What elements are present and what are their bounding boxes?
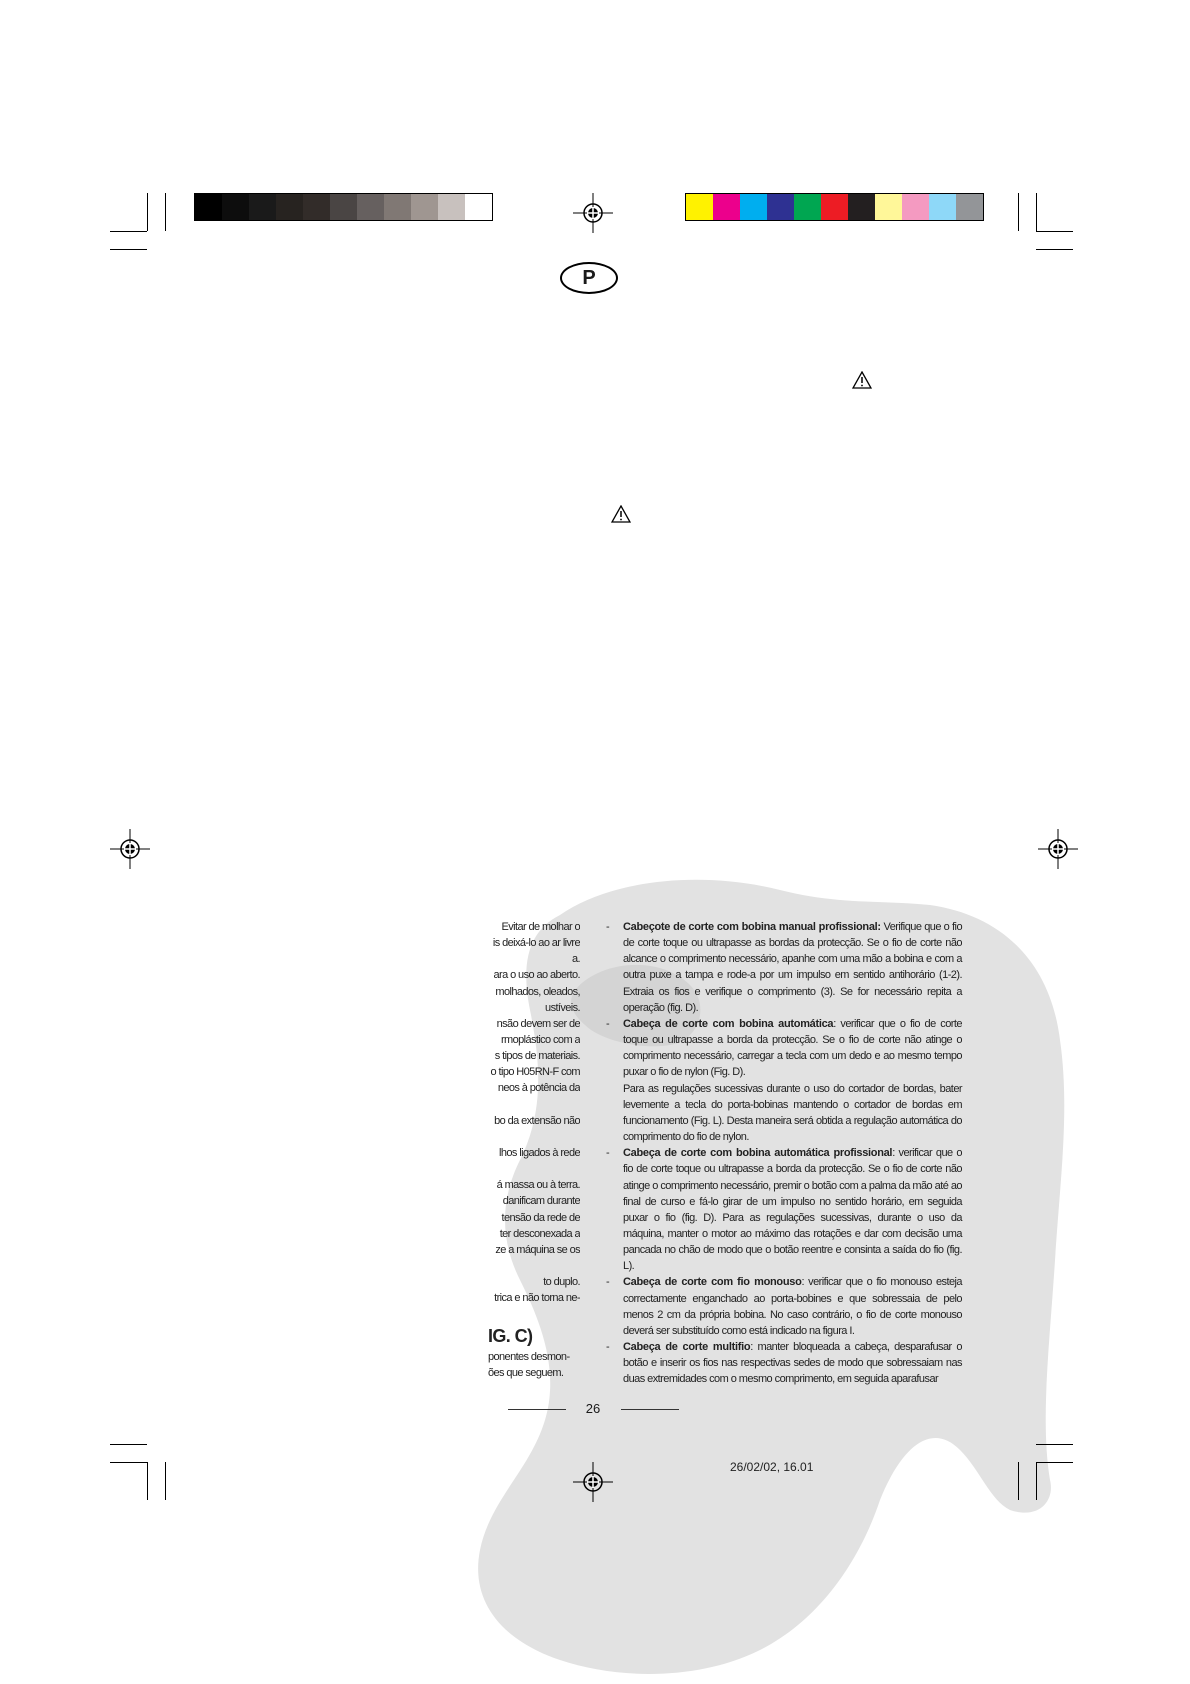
left-column-line [484, 1129, 580, 1145]
crop-mark [1036, 1462, 1073, 1463]
crop-mark [110, 231, 147, 232]
crop-mark [110, 249, 147, 250]
color-swatch [956, 194, 983, 220]
bullet-dash: - [606, 1017, 610, 1030]
color-swatch [875, 194, 902, 220]
process-color-bar [685, 193, 984, 221]
gray-swatch [465, 194, 492, 220]
color-swatch [929, 194, 956, 220]
bullet-title: Cabeça de corte multifio [623, 1341, 751, 1354]
bullet-item [606, 1274, 962, 1339]
bullet-title: Cabeçote de corte com bobina manual profissional: [623, 921, 881, 933]
left-text-column [484, 919, 580, 1381]
left-column-line: ponentes desmon- [488, 1350, 570, 1363]
bullet-dash: - [606, 1341, 610, 1354]
left-column-line: to duplo. [543, 1276, 580, 1289]
left-column-line: rmoplástico com a [500, 1033, 580, 1046]
crop-mark [1036, 231, 1073, 232]
bullet-text: : manter bloqueada a cabeça, desparafusar o botão e inserir os fios nas respectivas sedes de modo que sobressaiam nas duas extremidades com o mesmo comprimento, em seguida aparafusar [623, 1341, 962, 1386]
left-column-line: is deixá-lo ao ar livre [492, 937, 580, 950]
crop-mark [1018, 1462, 1019, 1500]
bullet-dash: - [606, 1147, 610, 1160]
gray-swatch [411, 194, 438, 220]
bullet-item [606, 1016, 962, 1081]
crop-mark [110, 1462, 147, 1463]
bullet-subparagraph: Para as regulações sucessivas durante o uso do cortador de bordas, bater levemente a tecla do porta-bobinas mantendo o cortador de bordas em funcionamento (Fig. L). Desta maneira será obtida a regulação automática do comprimento do fio de nylon. [623, 1082, 962, 1144]
gray-swatch [276, 194, 303, 220]
bullet-title: Cabeça de corte com bobina automática profissional [623, 1147, 893, 1160]
crop-mark [165, 193, 166, 231]
registration-mark-icon [573, 193, 613, 233]
bullet-text: : verificar que o fio de corte toque ou ultrapasse a borda da protecção. Se o fio de corte não atinge o comprimento necessário, premir o botão com a palma da mão até ao final de curso e fá-lo girar de um impulso no sentido horário, em seguida puxar o fio (fig. D). Para as regulações sucessivas, durante o uso da máquina, manter o motor ao máximo das rotações e dar com decisão uma pancada no chão de modo que o botão reentre e consinta a saída do fio (fig. L). [623, 1147, 962, 1273]
left-column-line: o tipo H05RN-F com [490, 1066, 580, 1079]
grayscale-color-bar [194, 193, 493, 221]
left-column-line: s tipos de materiais. [494, 1050, 580, 1063]
warning-icon [611, 505, 631, 523]
page-number-rule [621, 1409, 679, 1410]
left-column-line: trica e não torna ne- [494, 1292, 580, 1305]
color-swatch [713, 194, 740, 220]
left-column-line: a. [572, 953, 580, 966]
page-number-rule [508, 1409, 566, 1410]
bullet-text: : verificar que o fio de corte toque ou ultrapasse a borda da protecção. Se o fio de corte não atinge o comprimento necessário, carregar a tecla com um dedo e ao mesmo tempo puxar o fio de nylon (Fig. D). [623, 1017, 962, 1079]
crop-mark [165, 1462, 166, 1500]
gray-swatch [195, 194, 222, 220]
left-column-line [484, 1097, 580, 1113]
left-column-line: á massa ou à terra. [496, 1179, 580, 1192]
color-swatch [794, 194, 821, 220]
left-column-line: danificam durante [502, 1195, 580, 1208]
gray-swatch [438, 194, 465, 220]
left-column-line: neos à potência da [497, 1082, 580, 1095]
registration-mark-icon [1038, 829, 1078, 869]
left-column-line: molhados, oleados, [495, 985, 580, 998]
gray-swatch [330, 194, 357, 220]
color-swatch [848, 194, 875, 220]
left-column-line [484, 1161, 580, 1177]
crop-mark [1036, 1444, 1073, 1445]
bullet-dash: - [606, 921, 610, 933]
left-column-line: nsão devem ser de [496, 1017, 580, 1030]
color-swatch [821, 194, 848, 220]
gray-swatch [222, 194, 249, 220]
crop-mark [147, 193, 148, 231]
left-column-line: ões que seguem. [488, 1366, 564, 1379]
bullet-item [606, 1339, 962, 1387]
left-column-heading: IG. C) [488, 1325, 533, 1346]
left-column-line: ara o uso ao aberto. [493, 969, 580, 982]
bullet-item [606, 919, 962, 1016]
gray-swatch [249, 194, 276, 220]
bullet-item [606, 1145, 962, 1274]
registration-mark-icon [110, 829, 150, 869]
left-column-line: Evitar de molhar o [501, 921, 580, 933]
left-column-line: ustíveis. [545, 1001, 580, 1014]
language-badge: P [560, 262, 618, 294]
gray-swatch [303, 194, 330, 220]
page-number: 26 [585, 1401, 601, 1416]
color-swatch [686, 194, 713, 220]
bullet-text: Verifique que o fio de corte toque ou ultrapasse as bordas da protecção. Se o fio de corte não alcance o comprimento necessário, apanhe com uma mão a bobina e com a outra puxe a tampa e rode-a por um impulso em sentido antihorário (1-2). Extraia os fios e verifique o comprimento (3). Se for necessário repita a operação (fig. D). [623, 921, 963, 1014]
crop-mark [110, 1444, 147, 1445]
bullet-dash: - [606, 1276, 610, 1289]
left-column-line: ze a máquina se os [495, 1243, 580, 1256]
crop-mark [1036, 193, 1037, 231]
footer-timestamp: 26/02/02, 16.01 [730, 1460, 814, 1474]
left-column-line: tensão da rede de [501, 1211, 580, 1224]
gray-swatch [384, 194, 411, 220]
color-swatch [740, 194, 767, 220]
left-column-line: lhos ligados à rede [499, 1146, 580, 1159]
left-column-line [484, 1258, 580, 1274]
bullet-title: Cabeça de corte com bobina automática [623, 1017, 834, 1030]
gray-swatch [357, 194, 384, 220]
bullet-text: : verificar que o fio monouso esteja correctamente enganchado ao porta-bobines e que sobressaia de pelo menos 2 cm da própria bobina. No caso contrário, o fio de corte monouso deverá ser substituído como está indicado na figura I. [623, 1276, 962, 1337]
registration-mark-icon [573, 1462, 613, 1502]
crop-mark [1018, 193, 1019, 231]
left-column-line: bo da extensão não [494, 1114, 580, 1127]
right-text-column [606, 919, 962, 1388]
crop-mark [1036, 249, 1073, 250]
warning-icon [852, 371, 872, 389]
crop-mark [147, 1462, 148, 1500]
bullet-title: Cabeça de corte com fio monouso [623, 1276, 802, 1289]
color-swatch [902, 194, 929, 220]
color-swatch [767, 194, 794, 220]
crop-mark [1036, 1462, 1037, 1500]
left-column-line: ter desconexada a [499, 1227, 580, 1240]
spacer [484, 1306, 580, 1322]
